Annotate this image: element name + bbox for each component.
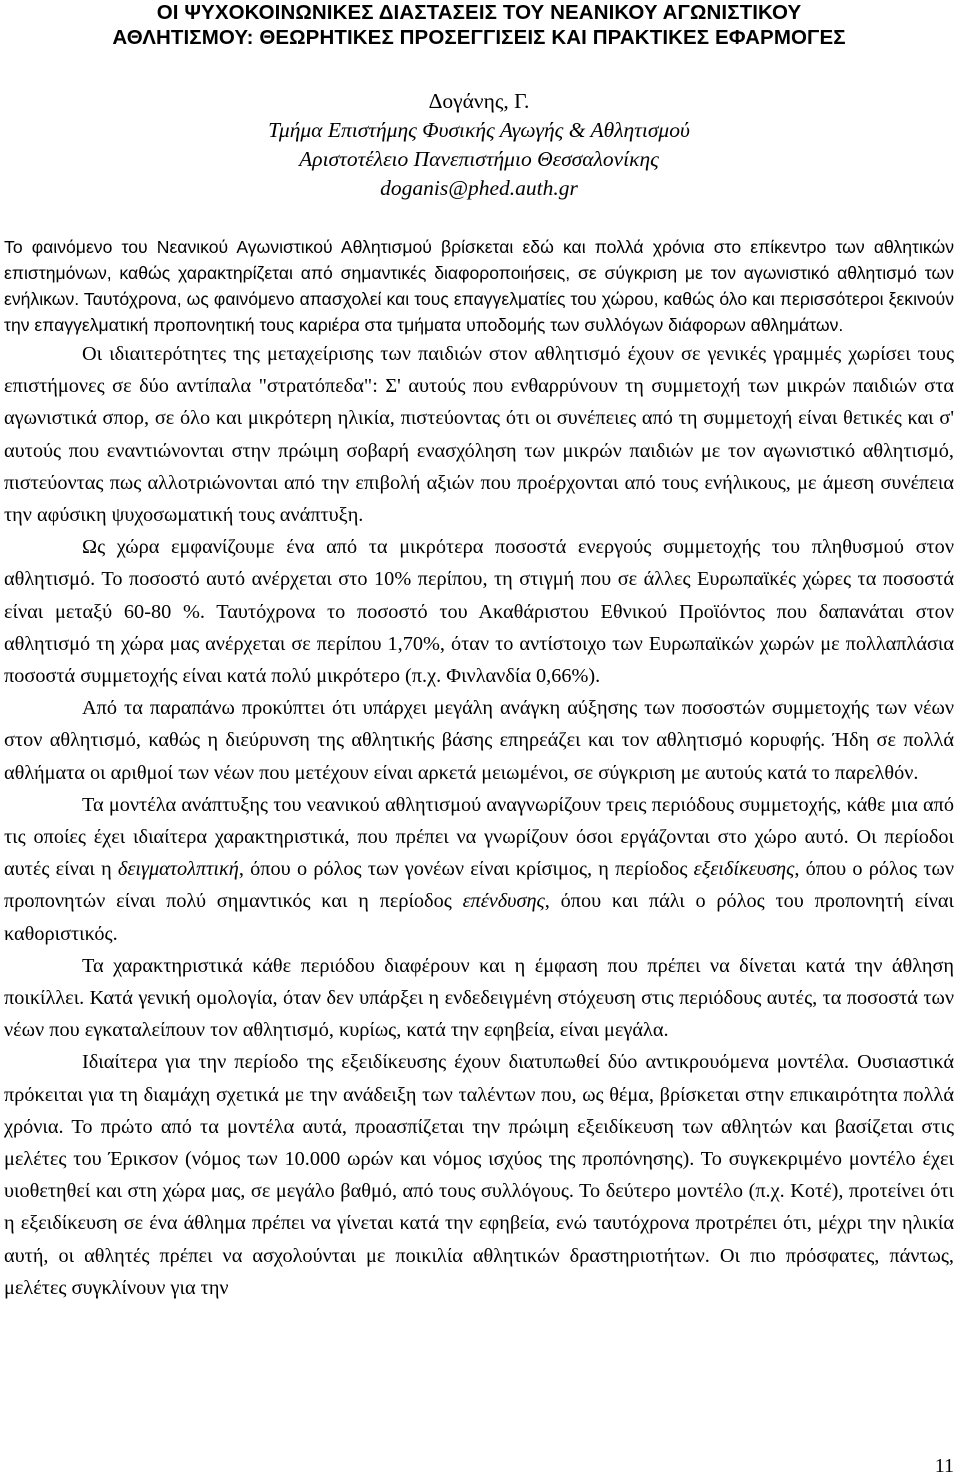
title-line-2: ΑΘΛΗΤΙΣΜΟΥ: ΘΕΩΡΗΤΙΚΕΣ ΠΡΟΣΕΓΓΙΣΕΙΣ ΚΑΙ ΠΡΑΚΤΙΚΕΣ ΕΦΑΡΜΟΓΕΣ <box>112 26 846 49</box>
abstract: Το φαινόμενο του Νεανικού Αγωνιστικού Αθλητισμού βρίσκεται εδώ και πολλά χρόνια στο επίκεντρο των αθλητικών επιστημόνων, καθώς χαρακτηρίζεται από σημαντικές διαφοροποιήσεις, σε σύγκριση με τον αγωνιστικό αθλητισμό των ενήλικων. Ταυτόχρονα, ως φαινόμενο απασχολεί και τους επαγγελματίες του χώρου, καθώς όλο και περισσότεροι ξεκινούν την επαγγελματική προπονητική τους καριέρα στα τμήματα υποδομής των συλλόγων διάφορων αθλημάτων. <box>4 237 954 335</box>
paragraph-3: Από τα παραπάνω προκύπτει ότι υπάρχει μεγάλη ανάγκη αύξησης των ποσοστών συμμετοχής των νέων στον αθλητισμό, καθώς η διεύρυνση της αθλητικής βάσης επηρεάζει και τον αθλητισμό κορυφής. Ήδη σε πολλά αθλήματα οι αριθμοί των νέων που μετέχουν είναι αρκετά μειωμένοι, σε σύγκριση με αυτούς κατά το παρελθόν. <box>4 697 954 784</box>
paragraph-2: Ως χώρα εμφανίζουμε ένα από τα μικρότερα ποσοστά ενεργούς συμμετοχής του πληθυσμού στον αθλητισμό. Το ποσοστό αυτό ανέρχεται στο 10% περίπου, τη στιγμή που σε άλλες Ευρωπαϊκές χώρες τα ποσοστά είναι μεταξύ 60-80 %. Ταυτόχρονα το ποσοστό του Ακαθάριστου Εθνικού Προϊόντος που δαπανάται στον αθλητισμό τη χώρα μας ανέρχεται σε περίπου 1,70%, όταν το αντίστοιχο των Ευρωπαϊκών χωρών με πολλαπλάσια ποσοστά συμμετοχής είναι κατά πολύ μικρότερο (π.χ. Φινλανδία 0,66%). <box>4 536 954 688</box>
page-number: 11 <box>934 1455 954 1477</box>
paragraph-4 <box>4 789 954 950</box>
paragraph-6: Ιδιαίτερα για την περίοδο της εξειδίκευσης έχουν διατυπωθεί δύο αντικρουόμενα μοντέλα. Ουσιαστικά πρόκειται για τη διαμάχη σχετικά με την ανάδειξη των ταλέντων που, ως θέμα, βρίσκεται στην επικαιρότητα πολλά χρόνια. Το πρώτο από τα μοντέλα αυτά, προασπίζεται την πρώιμη εξειδίκευση των αθλητών και βασίζεται στις μελέτες του Έρικσον (νόμος των 10.000 ωρών και νόμος ισχύος της προπόνησης). Το συγκεκριμένο μοντέλο έχει υιοθετηθεί και στη χώρα μας, σε μεγάλο βαθμό, από τους συλλόγους. Το δεύτερο μοντέλο (π.χ. Κοτέ), προτείνει ότι η εξειδίκευση σε ένα άθλημα πρέπει να γίνεται κατά την εφηβεία, ενώ ταυτόχρονα προτρέπει ότι, μέχρι την ηλικία αυτή, οι αθλητές πρέπει να ασχολούνται με ποικιλία αθλητικών δραστηριοτήτων. Οι πιο πρόσφατες, πάντως, μελέτες συγκλίνουν για την <box>4 1051 954 1299</box>
body-text <box>4 338 954 1304</box>
paragraph-5: Τα χαρακτηριστικά κάθε περιόδου διαφέρουν και η έμφαση που πρέπει να δίνεται κατά την άθληση ποικίλλει. Κατά γενική ομολογία, όταν δεν υπάρξει η ενδεδειγμένη στόχευση στις περιόδους αυτές, τα ποσοστά των νέων που εγκαταλείπουν τον αθλητισμό, κυρίως, κατά την εφηβεία, είναι μεγάλα. <box>4 954 954 1042</box>
document-title <box>4 0 954 50</box>
term-specialization: εξειδίκευσης <box>693 858 795 881</box>
paragraph-4-part-d: , όπου και πάλι ο ρόλος του προπονητή είναι καθοριστικός. <box>4 890 954 945</box>
paragraph-4-part-a: Τα μοντέλα ανάπτυξης του νεανικού αθλητισμού αναγνωρίζουν τρεις περιόδους συμμετοχής, κάθε μια από τις οποίες έχει ιδιαίτερα χαρακτηριστικά, που πρέπει να γνωρίζουν όσοι εργάζονται στο χώρο αυτό. Οι περίοδοι αυτές είναι η <box>4 793 954 881</box>
author-email: doganis@phed.auth.gr <box>380 176 578 200</box>
author-block <box>4 87 954 203</box>
paragraph-4-part-c: , όπου ο ρόλος των προπονητών είναι πολύ σημαντικός και η περίοδος <box>4 858 954 913</box>
paragraph-4-part-b: , όπου ο ρόλος των γονέων είναι κρίσιμος, η περίοδος <box>238 858 694 881</box>
author-university: Αριστοτέλειο Πανεπιστήμιο Θεσσαλονίκης <box>299 147 659 171</box>
title-line-1: ΟΙ ΨΥΧΟΚΟΙΝΩΝΙΚΕΣ ΔΙΑΣΤΑΣΕΙΣ ΤΟΥ ΝΕΑΝΙΚΟΥ ΑΓΩΝΙΣΤΙΚΟΥ <box>156 1 802 24</box>
term-sampling: δειγματολπτική <box>117 858 239 881</box>
author-name: Δογάνης, Γ. <box>428 89 530 113</box>
author-department: Τμήμα Επιστήμης Φυσικής Αγωγής & Αθλητισμού <box>268 118 690 142</box>
paragraph-1: Οι ιδιαιτερότητες της μεταχείρισης των παιδιών στον αθλητισμό έχουν σε γενικές γραμμές χωρίσει τους επιστήμονες σε δύο αντίπαλα "στρατόπεδα": Σ' αυτούς που ενθαρρύνουν τη συμμετοχή των μικρών παιδιών στα αγωνιστικά σπορ, σε όλο και μικρότερη ηλικία, πιστεύοντας ότι οι συνέπειες από τη συμμετοχή είναι θετικές και σ' αυτούς που εναντιώνονται στην πρώιμη σοβαρή ενασχόληση των μικρών παιδιών με τον αγωνιστικό αθλητισμό, πιστεύοντας πως αλλοτριώνονται από την επιβολή αξιών που προέρχονται από τους ενήλικους, με άμεση συνέπεια την αφύσικη ψυχοσωματική τους ανάπτυξη. <box>4 343 954 527</box>
term-investment: επένδυσης <box>462 890 545 913</box>
